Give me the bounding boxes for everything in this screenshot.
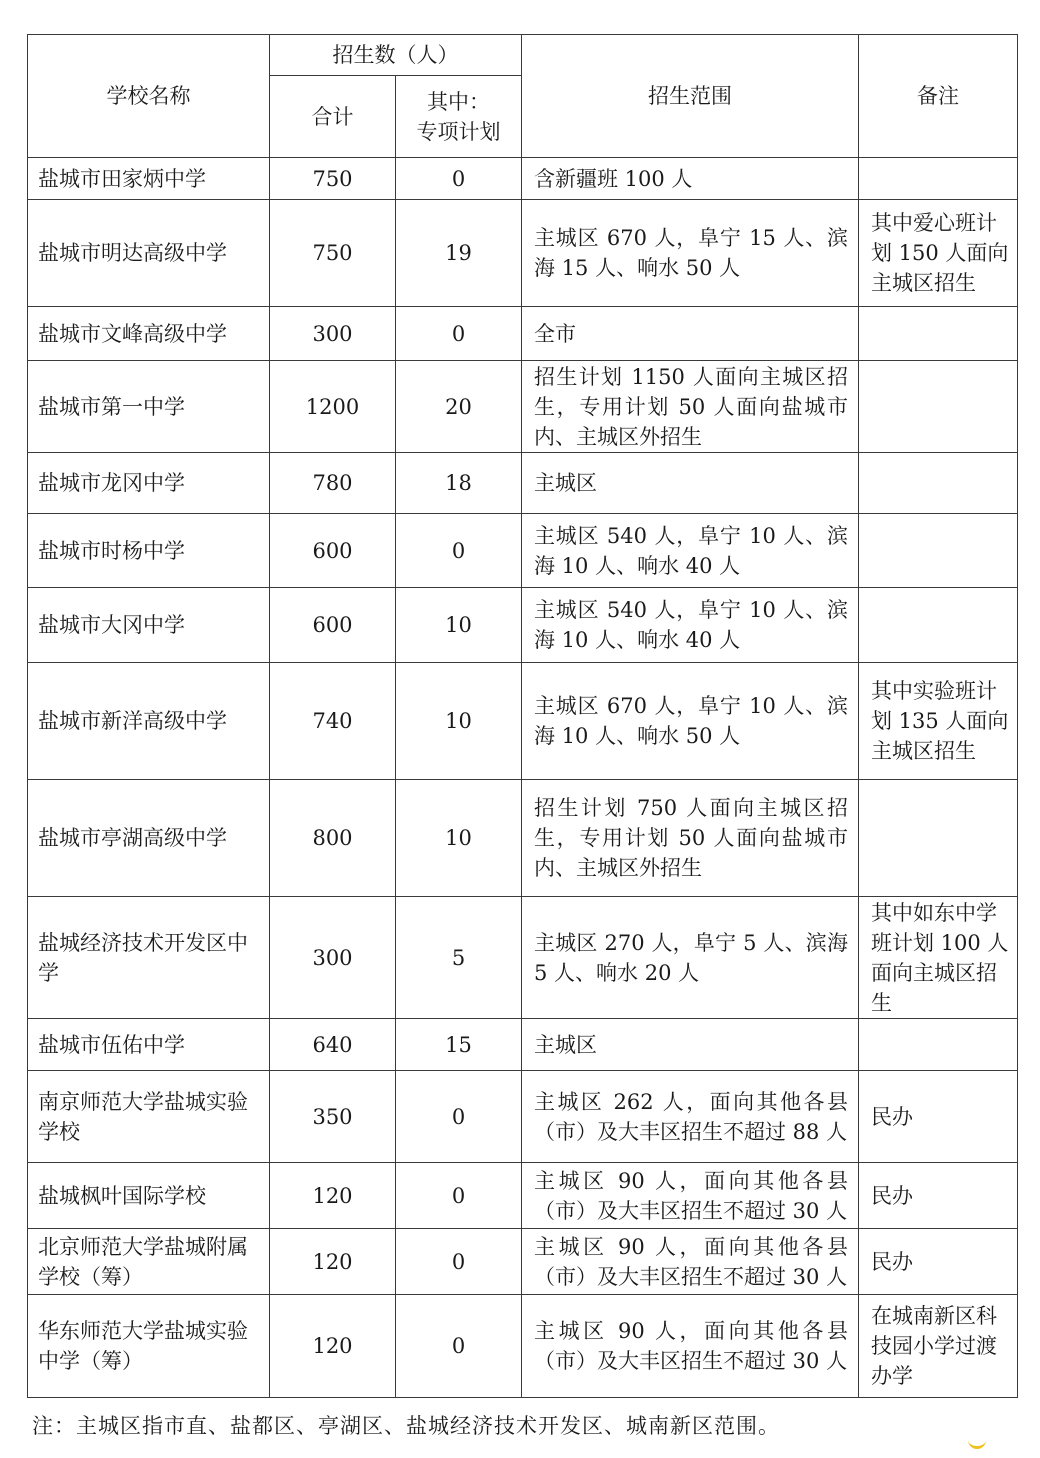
note-cell: 其中爱心班计划 150 人面向主城区招生 — [859, 200, 1018, 307]
total-cell: 120 — [270, 1295, 396, 1398]
table-row — [28, 1071, 1018, 1163]
school-cell: 盐城市第一中学 — [28, 361, 270, 453]
scope-cell: 主城区 670 人，阜宁 15 人、滨海 15 人、响水 50 人 — [522, 200, 859, 307]
school-cell: 盐城市新洋高级中学 — [28, 663, 270, 780]
school-cell: 盐城市文峰高级中学 — [28, 307, 270, 361]
scope-cell: 全市 — [522, 307, 859, 361]
watermark-smile-icon — [968, 1436, 986, 1449]
header-total: 合计 — [270, 76, 396, 158]
school-cell: 盐城市时杨中学 — [28, 514, 270, 588]
special-cell: 0 — [396, 307, 522, 361]
scope-cell: 主城区 — [522, 453, 859, 514]
table-row — [28, 897, 1018, 1019]
total-cell: 350 — [270, 1071, 396, 1163]
total-cell: 600 — [270, 588, 396, 663]
scope-cell: 主城区 540 人，阜宁 10 人、滨海 10 人、响水 40 人 — [522, 588, 859, 663]
header-special-line1: 其中： — [427, 89, 490, 114]
special-cell: 0 — [396, 1071, 522, 1163]
header-enroll-count: 招生数（人） — [270, 35, 522, 76]
total-cell: 800 — [270, 780, 396, 897]
special-cell: 0 — [396, 1229, 522, 1295]
special-cell: 20 — [396, 361, 522, 453]
note-cell — [859, 307, 1018, 361]
footnote: 注：主城区指市直、盐都区、亭湖区、盐城经济技术开发区、城南新区范围。 — [32, 1414, 780, 1438]
table-row — [28, 663, 1018, 780]
scope-cell: 主城区 90 人，面向其他各县（市）及大丰区招生不超过 30 人 — [522, 1229, 859, 1295]
special-cell: 10 — [396, 663, 522, 780]
header-school-name: 学校名称 — [28, 35, 270, 158]
header-special — [396, 76, 522, 158]
total-cell: 780 — [270, 453, 396, 514]
scope-cell: 主城区 270 人，阜宁 5 人、滨海 5 人、响水 20 人 — [522, 897, 859, 1019]
scope-cell: 招生计划 750 人面向主城区招生，专用计划 50 人面向盐城市内、主城区外招生 — [522, 780, 859, 897]
school-cell: 北京师范大学盐城附属学校（筹） — [28, 1229, 270, 1295]
scope-cell: 主城区 540 人，阜宁 10 人、滨海 10 人、响水 40 人 — [522, 514, 859, 588]
school-cell: 盐城市伍佑中学 — [28, 1019, 270, 1071]
note-cell: 其中实验班计划 135 人面向主城区招生 — [859, 663, 1018, 780]
header-scope: 招生范围 — [522, 35, 859, 158]
note-cell: 民办 — [859, 1229, 1018, 1295]
header-special-line2: 专项计划 — [416, 119, 501, 144]
school-cell: 盐城市大冈中学 — [28, 588, 270, 663]
header-remarks: 备注 — [859, 35, 1018, 158]
special-cell: 18 — [396, 453, 522, 514]
table-row — [28, 588, 1018, 663]
scope-cell: 主城区 262 人，面向其他各县（市）及大丰区招生不超过 88 人 — [522, 1071, 859, 1163]
total-cell: 640 — [270, 1019, 396, 1071]
special-cell: 0 — [396, 158, 522, 200]
note-cell — [859, 453, 1018, 514]
table-row — [28, 200, 1018, 307]
scope-cell: 招生计划 1150 人面向主城区招生，专用计划 50 人面向盐城市内、主城区外招生 — [522, 361, 859, 453]
total-cell: 120 — [270, 1229, 396, 1295]
scope-cell: 含新疆班 100 人 — [522, 158, 859, 200]
note-cell — [859, 361, 1018, 453]
school-cell: 盐城枫叶国际学校 — [28, 1163, 270, 1229]
special-cell: 0 — [396, 514, 522, 588]
note-cell — [859, 780, 1018, 897]
scope-cell: 主城区 670 人，阜宁 10 人、滨海 10 人、响水 50 人 — [522, 663, 859, 780]
table-row — [28, 453, 1018, 514]
special-cell: 19 — [396, 200, 522, 307]
total-cell: 120 — [270, 1163, 396, 1229]
note-cell — [859, 514, 1018, 588]
special-cell: 10 — [396, 588, 522, 663]
table-row — [28, 1019, 1018, 1071]
table-row — [28, 780, 1018, 897]
school-cell: 南京师范大学盐城实验学校 — [28, 1071, 270, 1163]
school-cell: 华东师范大学盐城实验中学（筹） — [28, 1295, 270, 1398]
total-cell: 600 — [270, 514, 396, 588]
note-cell: 民办 — [859, 1071, 1018, 1163]
table-row — [28, 307, 1018, 361]
table-row — [28, 158, 1018, 200]
note-cell — [859, 1019, 1018, 1071]
table-row — [28, 514, 1018, 588]
scope-cell: 主城区 — [522, 1019, 859, 1071]
total-cell: 750 — [270, 158, 396, 200]
school-cell: 盐城市亭湖高级中学 — [28, 780, 270, 897]
table-row — [28, 1163, 1018, 1229]
special-cell: 0 — [396, 1163, 522, 1229]
school-cell: 盐城市明达高级中学 — [28, 200, 270, 307]
total-cell: 1200 — [270, 361, 396, 453]
note-cell: 其中如东中学班计划 100 人面向主城区招生 — [859, 897, 1018, 1019]
school-cell: 盐城市龙冈中学 — [28, 453, 270, 514]
total-cell: 300 — [270, 897, 396, 1019]
table-row — [28, 1295, 1018, 1398]
special-cell: 10 — [396, 780, 522, 897]
school-cell: 盐城经济技术开发区中学 — [28, 897, 270, 1019]
total-cell: 740 — [270, 663, 396, 780]
scope-cell: 主城区 90 人，面向其他各县（市）及大丰区招生不超过 30 人 — [522, 1295, 859, 1398]
school-cell: 盐城市田家炳中学 — [28, 158, 270, 200]
special-cell: 15 — [396, 1019, 522, 1071]
enrollment-table — [27, 34, 1018, 1398]
scope-cell: 主城区 90 人，面向其他各县（市）及大丰区招生不超过 30 人 — [522, 1163, 859, 1229]
special-cell: 5 — [396, 897, 522, 1019]
total-cell: 300 — [270, 307, 396, 361]
note-cell — [859, 588, 1018, 663]
note-cell — [859, 158, 1018, 200]
note-cell: 民办 — [859, 1163, 1018, 1229]
table-row — [28, 361, 1018, 453]
special-cell: 0 — [396, 1295, 522, 1398]
note-cell: 在城南新区科技园小学过渡办学 — [859, 1295, 1018, 1398]
total-cell: 750 — [270, 200, 396, 307]
table-row — [28, 1229, 1018, 1295]
